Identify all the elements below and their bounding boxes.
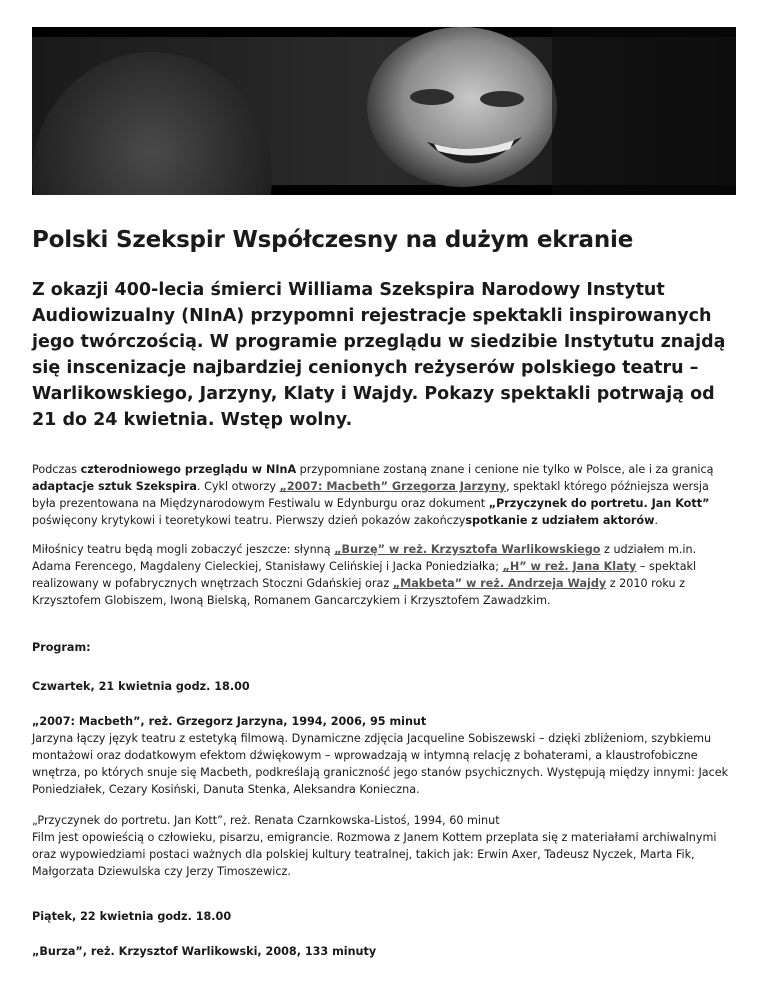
text: poświęcony krytykowi i teoretykowi teatru. Pierwszy dzień pokazów zakończy: [32, 514, 466, 527]
bold-text: „Przyczynek do portretu. Jan Kott”: [488, 497, 710, 510]
text: przypomniane zostaną znane i cenione nie tylko w Polsce, ale i za granicą: [296, 463, 714, 476]
link-makbet-wajda[interactable]: „Makbeta” w reż. Andrzeja Wajdy: [392, 577, 607, 590]
film-title-macbeth: „2007: Macbeth”, reż. Grzegorz Jarzyna, 1994, 2006, 95 minut: [32, 715, 427, 728]
film-title-burza: „Burza”, reż. Krzysztof Warlikowski, 2008, 133 minuty: [32, 945, 377, 958]
bold-text: adaptacje sztuk Szekspira: [32, 480, 197, 493]
page-title: Polski Szekspir Współczesny na dużym ekranie: [32, 227, 634, 253]
link-h-klata[interactable]: „H” w reż. Jana Klaty: [502, 560, 637, 573]
bold-text: spotkanie z udziałem aktorów: [465, 514, 655, 527]
text: , spektakl którego późniejsza wersja była prezentowana na Międzynarodowym Festiwalu w Edynburgu oraz dokument: [32, 480, 709, 510]
link-burza-warlikowski[interactable]: „Burzę” w reż. Krzysztofa Warlikowskiego: [334, 543, 601, 556]
film-still-illustration: [32, 27, 736, 195]
film-title-kott: „Przyczynek do portretu. Jan Kott”, reż. Renata Czarnkowska-Listoś, 1994, 60 minut: [32, 814, 500, 827]
intro-paragraph: [32, 461, 736, 529]
film-description-macbeth: Jarzyna łączy język teatru z estetyką filmową. Dynamiczne zdjęcia Jacqueline Sobiszewski – dzięki zbliżeniom, szybkiemu montażowi oraz dodatkowym efektom dźwiękowym – wprowadzają w intymną relację z bohaterami, a klaustrofobiczne wnętrza, po których snuje się Macbeth, podkreślają graniczność jego stanów psychicznych. Występują między innymi: Jacek Poniedziałek, Cezary Kosiński, Danuta Stenka, Aleksandra Konieczna.: [32, 732, 729, 796]
film-description-kott: Film jest opowieścią o człowieku, pisarzu, emigrancie. Rozmowa z Janem Kottem przeplata się z materiałami archiwalnymi oraz wypowiedziami postaci ważnych dla polskiej kultury teatralnej, takich jak: Erwin Axer, Tadeusz Nyczek, Marta Fik, Małgorzata Dziewulska czy Jerzy Timoszewicz.: [32, 831, 717, 878]
text: .: [654, 514, 658, 527]
bold-text: czterodniowego przeglądu w NInA: [80, 463, 297, 476]
hero-image: [32, 27, 736, 195]
program-heading: Program:: [32, 641, 91, 654]
text: . Cykl otworzy: [196, 480, 280, 493]
text: Podczas: [32, 463, 81, 476]
day-heading-thursday: Czwartek, 21 kwietnia godz. 18.00: [32, 680, 250, 693]
text: z 2010 roku z Krzysztofem Globiszem, Iwoną Bielską, Romanem Gancarczykiem i Krzysztofem Zawadzkim.: [32, 577, 686, 607]
text: – spektakl realizowany w pofabrycznych wnętrzach Stoczni Gdańskiej oraz: [32, 560, 697, 590]
link-macbeth-jarzyna[interactable]: „2007: Macbeth” Grzegorza Jarzyny: [279, 480, 507, 493]
day-heading-friday: Piątek, 22 kwietnia godz. 18.00: [32, 910, 232, 923]
text: z udziałem m.in. Adama Ferencego, Magdaleny Cieleckiej, Stanisławy Celińskiej i Jacka Poniedziałka;: [32, 543, 697, 573]
text: Miłośnicy teatru będą mogli zobaczyć jeszcze: słynną: [32, 543, 335, 556]
lead-paragraph: Z okazji 400-lecia śmierci Williama Szekspira Narodowy Instytut Audiowizualny (NInA) przypomni rejestracje spektakli inspirowanych jego twórczością. W programie przeglądu w siedzibie Instytutu znajdą się inscenizacje najbardziej cenionych reżyserów polskiego teatru – Warlikowskiego, Jarzyny, Klaty i Wajdy. Pokazy spektakli potrwają od 21 do 24 kwietnia. Wstęp wolny.: [32, 280, 726, 430]
second-paragraph: [32, 541, 736, 609]
